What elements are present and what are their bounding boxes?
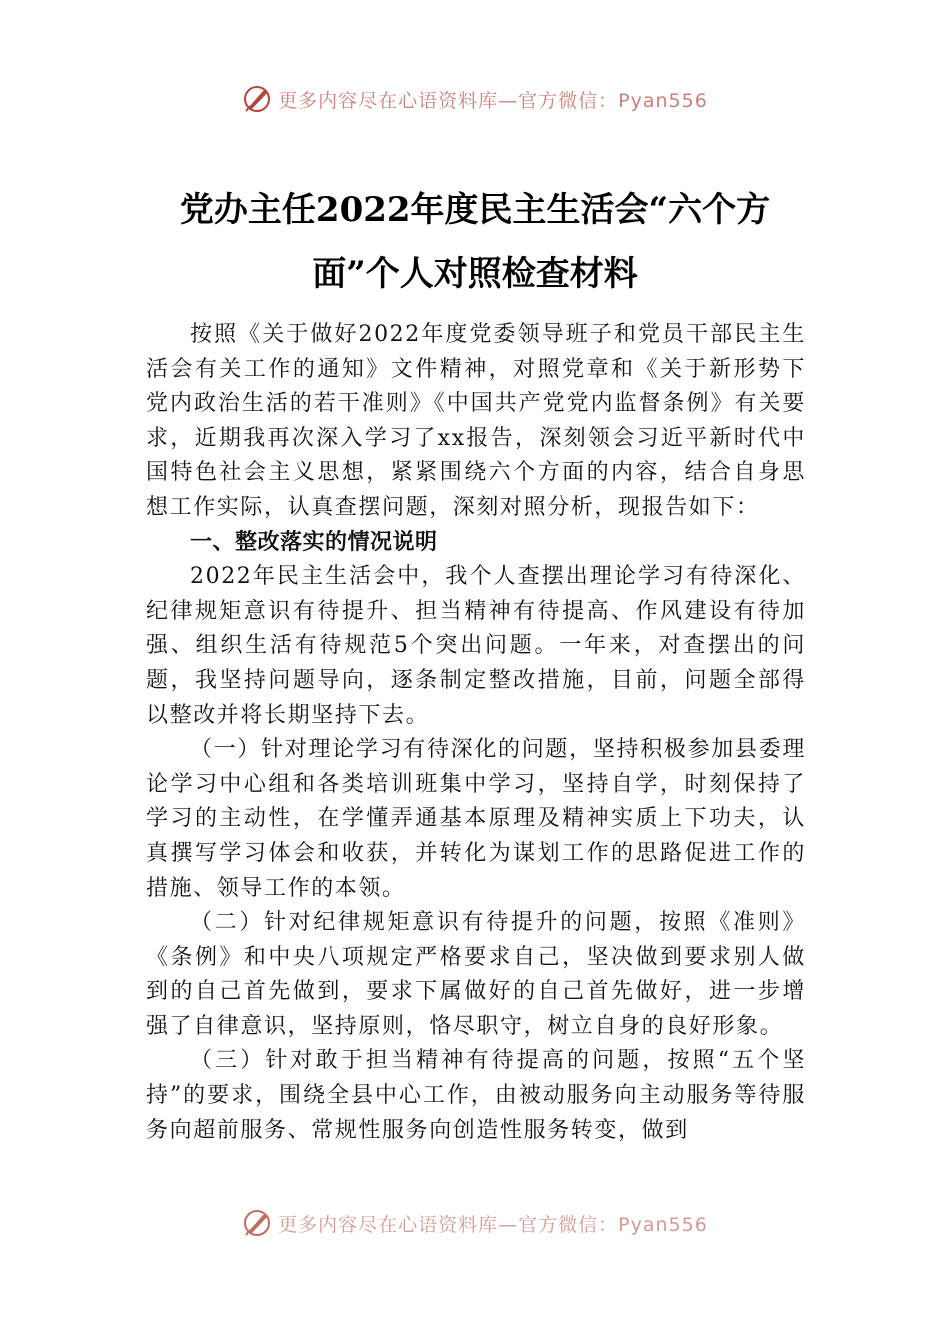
paragraph: 2022年民主生活会中，我个人查摆出理论学习有待深化、纪律规矩意识有待提升、担当精神有待提高、作风建设有待加强、组织生活有待规范5个突出问题。一年来，对查摆出的问题，我坚持问题导向，逐条制定整改措施，目前，问题全部得以整改并将长期坚持下去。 (146, 564, 806, 728)
paragraph: （三）针对敢于担当精神有待提高的问题，按照“五个坚持”的要求，围绕全县中心工作，由被动服务向主动服务等待服务向超前服务、常规性服务向创造性服务转变，做到 (146, 1048, 806, 1143)
watermark-text: 更多内容尽在心语资料库—官方微信：Pyan556 (278, 89, 708, 112)
title-line-2: 面”个人对照检查材料 (312, 254, 638, 294)
watermark-footer (0, 1208, 950, 1238)
watermark-text: 更多内容尽在心语资料库—官方微信：Pyan556 (278, 1213, 708, 1236)
paragraph: （一）针对理论学习有待深化的问题，坚持积极参加县委理论学习中心组和各类培训班集中学习，坚持自学，时刻保持了学习的主动性，在学懂弄通基本原理及精神实质上下功夫，认真撰写学习体会和收获，并转化为谋划工作的思路促进工作的措施、领导工作的本领。 (146, 737, 806, 901)
pen-logo-icon (242, 1208, 272, 1238)
watermark-header (0, 84, 950, 114)
title-line-1: 党办主任2022年度民主生活会“六个方 (179, 190, 771, 230)
pen-logo-icon (242, 84, 272, 114)
document-body (146, 318, 806, 1148)
section-heading: 一、整改落实的情况说明 (190, 529, 438, 555)
paragraph: （二）针对纪律规矩意识有待提升的问题，按照《准则》《条例》和中央八项规定严格要求自己，坚决做到要求别人做到的自己首先做到，要求下属做好的自己首先做好，进一步增强了自律意识，坚持原则，恪尽职守，树立自身的良好形象。 (146, 910, 806, 1039)
paragraph-intro: 按照《关于做好2022年度党委领导班子和党员干部民主生活会有关工作的通知》文件精神，对照党章和《关于新形势下党内政治生活的若干准则》《中国共产党党内监督条例》有关要求，近期我再次深入学习了xx报告，深刻领会习近平新时代中国特色社会主义思想，紧紧围绕六个方面的内容，结合自身思想工作实际，认真查摆问题，深刻对照分析，现报告如下： (146, 322, 806, 520)
document-title (150, 178, 800, 306)
